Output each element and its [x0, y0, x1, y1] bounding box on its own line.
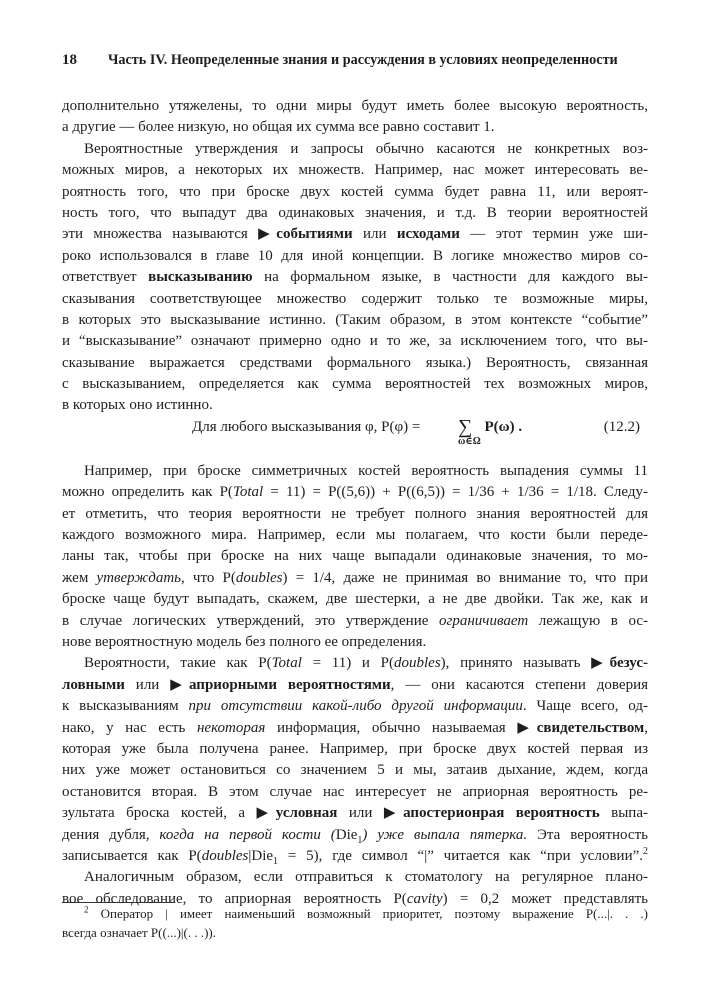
text-line: дения дубля, когда на первой кости (Die$_1$) уже выпала пятерка. Эта вероятность	[62, 826, 648, 846]
text-line: ет отметить, что теория вероятности не требует полного знания вероятностей для	[62, 505, 648, 522]
text-line: зультата броска костей, а ▶условная или ▶апостерионрая вероятность выпа-	[62, 805, 648, 822]
text-line: записывается как P(doubles|Die$_1$ = 5), где символ “|” читается как “при условии”.$^2$	[62, 845, 648, 867]
text-line: можно определить как P(Total = 11) = P((5,6)) + P((6,5)) = 1/36 + 1/36 = 1/18. Следу-	[62, 484, 649, 501]
footnote-line: всегда означает P((...)|(. . .)).	[62, 925, 216, 940]
text-line: остановится вторая. В этом случае нас интересует не априорная вероятность ре-	[62, 783, 648, 800]
body-text	[62, 96, 648, 910]
term-conditional: ▶условная	[256, 805, 338, 822]
text-line: роко использовался в главе 10 для иной концепции. В логике множество миров со-	[62, 247, 648, 264]
sum-subscript: ω∈Ω	[458, 435, 481, 447]
text-line: нако, у нас есть некоторая информация, обычно называемая ▶свидетельством,	[62, 719, 649, 736]
text-line: в случае логических утверждений, это утверждение ограничивает лежащую в ос-	[62, 612, 649, 629]
footnote-ref: 2	[643, 845, 648, 857]
text-line: в которых оно истинно.	[62, 397, 213, 414]
summation	[458, 417, 522, 447]
footnote-line: $^2$ Оператор | имеет наименьший возможный приоритет, поэтому выражение P(...|. . .)	[84, 904, 649, 921]
term-posterior: ▶апостерионрая вероятность	[383, 805, 600, 822]
term-unconditional: ▶безус-	[591, 655, 649, 672]
text-line: нове вероятностную модель без полного ее определения.	[62, 633, 427, 650]
footnote	[62, 904, 648, 942]
text-line: броске чаще будут выпадать, скажем, две шестерки, а не две двойки. Так же, как и	[62, 591, 648, 608]
text-line: ответствует высказыванию на формальном языке, в частности для каждого вы-	[62, 269, 648, 286]
text-line: каждого возможного мира. Например, если мы полагаем, что кости были переде-	[62, 527, 648, 544]
equation-term: P(ω) .	[480, 418, 523, 435]
running-title: Часть IV. Неопределенные знания и рассуждения в условиях неопределенности	[108, 52, 618, 68]
text-line: ность того, что выпадут два одинаковых значения, и т.д. В теории вероятностей	[62, 204, 648, 221]
text-line: а другие — более низкую, но общая их сумма все равно составит 1.	[62, 119, 495, 136]
sigma-symbol: ∑	[458, 415, 473, 438]
term-prior: ▶априорными вероятностями	[170, 676, 391, 693]
term-outcomes: исходами	[396, 226, 460, 243]
text-line: в которых это высказывание истинно. (Таким образом, в этом контексте “событие”	[62, 311, 648, 328]
page-number: 18	[62, 52, 77, 68]
text-line: и “высказывание” означают примерно одно и то же, за исключением того, что вы-	[62, 333, 648, 350]
term-events: ▶событиями	[258, 226, 353, 243]
text-line: Вероятности, такие как P(Total = 11) и P(doubles), принято называть ▶безус-	[84, 655, 649, 672]
text-line: с высказыванием, определяется как сумма вероятностей тех возможных миров,	[62, 376, 648, 393]
footnote-marker: 2	[84, 904, 89, 915]
text-line: ланы так, чтобы при броске на них чаще выпадали одинаковые значения, то мо-	[62, 548, 648, 565]
text-line: можных миров, а некоторых их множеств. Например, нас может интересовать ве-	[62, 162, 648, 179]
text-line: жем утверждать, что P(doubles) = 1/4, даже не принимая во внимание то, что при	[62, 569, 648, 586]
text-line: ловными или ▶априорными вероятностями, — они касаются степени доверия	[62, 676, 648, 693]
equation-12-2	[62, 417, 648, 461]
text-line: к высказываниям при отсутствии какой-либо другой информации. Чаще всего, од-	[62, 698, 648, 715]
page-header	[62, 52, 652, 72]
term-proposition: высказыванию	[148, 269, 253, 286]
text-line: сказывание выражается средствами формального языка.) Вероятность, связанная	[62, 354, 648, 371]
text-line: вое обследование, то априорная вероятность P(cavity) = 0,2 может представлять	[62, 890, 648, 907]
text-line: дополнительно утяжелены, то одни миры будут иметь более высокую вероятность,	[62, 98, 648, 114]
term-evidence: ▶свидетельством	[517, 719, 645, 736]
text-line: эти множества называются ▶событиями или исходами — этот термин уже ши-	[62, 226, 648, 243]
text-line: которая уже была получена ранее. Например, при броске двух костей первая из	[62, 740, 648, 757]
text-line: сказывания соответствующее множество содержит только те возможные миры,	[62, 290, 648, 307]
text-line: Вероятностные утверждения и запросы обычно касаются не конкретных воз-	[84, 140, 648, 157]
text-line: роятность того, что при броске двух костей сумма будет равна 11, или вероят-	[62, 183, 648, 200]
text-line: Например, при броске симметричных костей вероятность выпадения суммы 11	[84, 462, 648, 479]
equation-number: (12.2)	[603, 418, 640, 435]
text-line: них уже может остановиться со значением 5 и мы, затаив дыхание, ждем, когда	[62, 762, 648, 779]
text-line: Аналогичным образом, если отправиться к стоматологу на регулярное плано-	[84, 869, 648, 886]
equation-text: Для любого высказывания φ, P(φ) =	[192, 418, 421, 435]
footnote-divider	[62, 902, 174, 903]
